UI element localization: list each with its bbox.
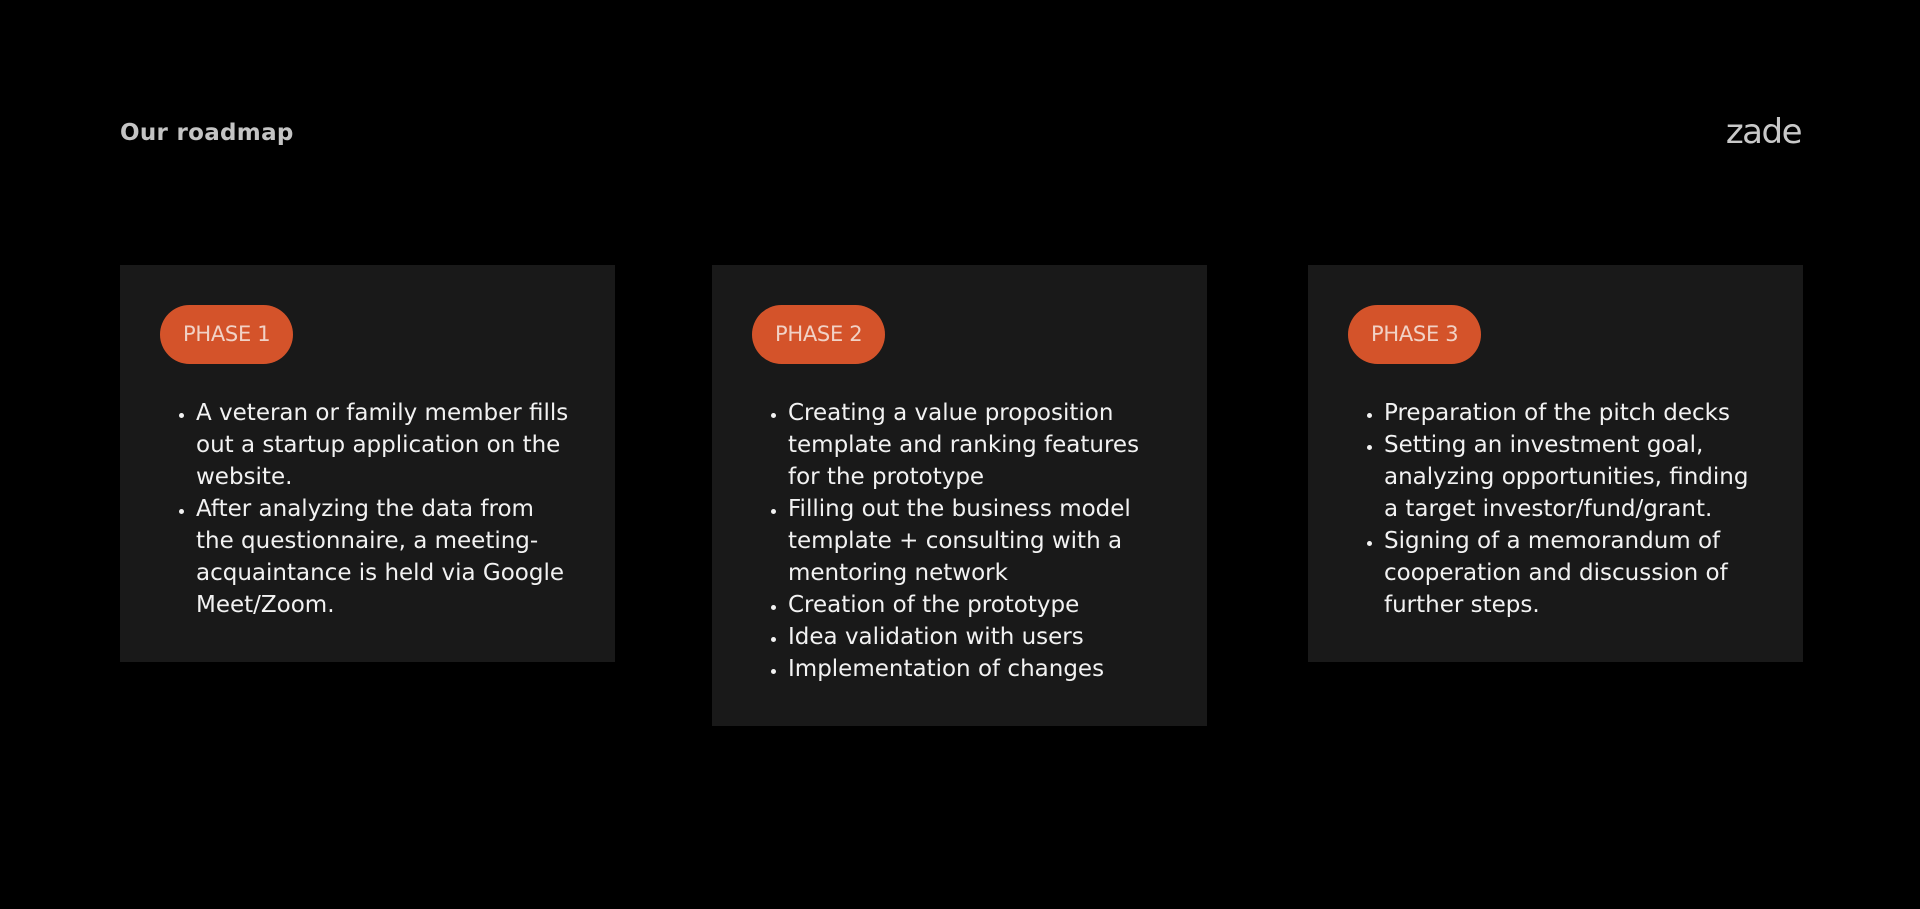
phase-badge-1: PHASE 1 — [160, 305, 293, 364]
phase-card-1 — [120, 265, 615, 662]
phase-badge-2: PHASE 2 — [752, 305, 885, 364]
list-item: • Signing of a memorandum of cooperation and discussion of further steps. — [1384, 525, 1763, 621]
page-title: Our roadmap — [120, 120, 294, 146]
list-item: • Creating a value proposition template and ranking features for the prototype — [788, 397, 1167, 493]
list-item: • Preparation of the pitch decks — [1384, 397, 1763, 429]
list-item: • Implementation of changes — [788, 653, 1167, 685]
brand-logo: zade — [1725, 112, 1801, 152]
phase-card-2 — [712, 265, 1207, 726]
phase-badge-3: PHASE 3 — [1348, 305, 1481, 364]
list-item: • After analyzing the data from the questionnaire, a meeting-acquaintance is held via Google Meet/Zoom. — [196, 493, 575, 621]
list-item: • A veteran or family member fills out a startup application on the website. — [196, 397, 575, 493]
phase-2-list — [752, 397, 1167, 685]
phase-1-list — [160, 397, 575, 621]
list-item: • Idea validation with users — [788, 621, 1167, 653]
list-item: • Setting an investment goal, analyzing opportunities, finding a target investor/fund/grant. — [1384, 429, 1763, 525]
list-item: • Creation of the prototype — [788, 589, 1167, 621]
phase-card-3 — [1308, 265, 1803, 662]
phase-3-list — [1348, 397, 1763, 621]
list-item: • Filling out the business model template + consulting with a mentoring network — [788, 493, 1167, 589]
